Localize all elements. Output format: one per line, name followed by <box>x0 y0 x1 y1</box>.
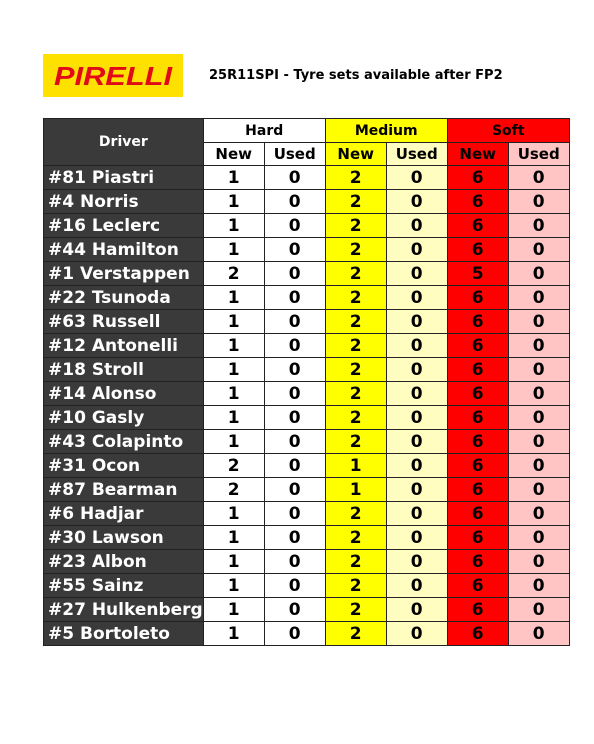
table-row <box>44 574 570 598</box>
driver-name: #27 Hulkenberg <box>44 598 204 622</box>
hard-used-count: 0 <box>264 430 325 454</box>
medium-used-count: 0 <box>386 454 447 478</box>
soft-used-count: 0 <box>508 622 569 646</box>
hard-used-count: 0 <box>264 406 325 430</box>
table-row <box>44 406 570 430</box>
medium-used-count: 0 <box>386 478 447 502</box>
medium-used-count: 0 <box>386 502 447 526</box>
medium-new-count: 2 <box>325 286 386 310</box>
medium-used-count: 0 <box>386 622 447 646</box>
medium-used-count: 0 <box>386 238 447 262</box>
hard-used-count: 0 <box>264 238 325 262</box>
soft-new-count: 6 <box>447 286 508 310</box>
medium-new-count: 2 <box>325 406 386 430</box>
medium-new-count: 2 <box>325 166 386 190</box>
soft-used-count: 0 <box>508 406 569 430</box>
driver-name: #23 Albon <box>44 550 204 574</box>
medium-used-count: 0 <box>386 166 447 190</box>
soft-used-count: 0 <box>508 526 569 550</box>
soft-used-count: 0 <box>508 454 569 478</box>
soft-used-count: 0 <box>508 238 569 262</box>
header-medium-new: New <box>325 143 386 166</box>
hard-new-count: 1 <box>203 550 264 574</box>
table-row <box>44 526 570 550</box>
hard-new-count: 1 <box>203 286 264 310</box>
soft-used-count: 0 <box>508 190 569 214</box>
medium-new-count: 2 <box>325 550 386 574</box>
table-row <box>44 454 570 478</box>
soft-new-count: 6 <box>447 406 508 430</box>
pirelli-logo-mark <box>51 62 175 90</box>
tyre-sets-table <box>43 118 570 646</box>
medium-used-count: 0 <box>386 334 447 358</box>
hard-used-count: 0 <box>264 622 325 646</box>
medium-used-count: 0 <box>386 262 447 286</box>
table-row <box>44 598 570 622</box>
hard-new-count: 1 <box>203 574 264 598</box>
driver-name: #63 Russell <box>44 310 204 334</box>
soft-new-count: 6 <box>447 238 508 262</box>
hard-used-count: 0 <box>264 166 325 190</box>
medium-used-count: 0 <box>386 598 447 622</box>
header-driver: Driver <box>44 119 204 166</box>
soft-used-count: 0 <box>508 262 569 286</box>
medium-new-count: 2 <box>325 430 386 454</box>
table-row <box>44 382 570 406</box>
medium-used-count: 0 <box>386 430 447 454</box>
soft-used-count: 0 <box>508 478 569 502</box>
hard-used-count: 0 <box>264 574 325 598</box>
table-row <box>44 214 570 238</box>
driver-name: #30 Lawson <box>44 526 204 550</box>
soft-new-count: 6 <box>447 622 508 646</box>
medium-used-count: 0 <box>386 406 447 430</box>
medium-new-count: 2 <box>325 334 386 358</box>
medium-new-count: 2 <box>325 238 386 262</box>
medium-used-count: 0 <box>386 310 447 334</box>
hard-used-count: 0 <box>264 598 325 622</box>
table-row <box>44 478 570 502</box>
medium-used-count: 0 <box>386 574 447 598</box>
header-soft: Soft <box>447 119 569 143</box>
hard-used-count: 0 <box>264 502 325 526</box>
hard-new-count: 1 <box>203 430 264 454</box>
soft-used-count: 0 <box>508 430 569 454</box>
soft-new-count: 6 <box>447 574 508 598</box>
medium-used-count: 0 <box>386 190 447 214</box>
hard-new-count: 1 <box>203 358 264 382</box>
soft-used-count: 0 <box>508 574 569 598</box>
hard-new-count: 1 <box>203 334 264 358</box>
hard-used-count: 0 <box>264 550 325 574</box>
driver-name: #18 Stroll <box>44 358 204 382</box>
hard-new-count: 1 <box>203 598 264 622</box>
soft-new-count: 6 <box>447 166 508 190</box>
soft-new-count: 6 <box>447 454 508 478</box>
table-row <box>44 430 570 454</box>
table-row <box>44 166 570 190</box>
driver-name: #44 Hamilton <box>44 238 204 262</box>
medium-used-count: 0 <box>386 526 447 550</box>
hard-new-count: 1 <box>203 526 264 550</box>
driver-name: #14 Alonso <box>44 382 204 406</box>
medium-used-count: 0 <box>386 382 447 406</box>
hard-new-count: 1 <box>203 166 264 190</box>
header-hard-used: Used <box>264 143 325 166</box>
soft-new-count: 6 <box>447 526 508 550</box>
medium-new-count: 2 <box>325 310 386 334</box>
hard-used-count: 0 <box>264 478 325 502</box>
soft-new-count: 5 <box>447 262 508 286</box>
driver-name: #87 Bearman <box>44 478 204 502</box>
hard-used-count: 0 <box>264 286 325 310</box>
soft-used-count: 0 <box>508 214 569 238</box>
soft-new-count: 6 <box>447 550 508 574</box>
table-row <box>44 238 570 262</box>
table-row <box>44 286 570 310</box>
soft-used-count: 0 <box>508 358 569 382</box>
hard-new-count: 1 <box>203 622 264 646</box>
soft-new-count: 6 <box>447 478 508 502</box>
table-body <box>44 166 570 646</box>
hard-used-count: 0 <box>264 190 325 214</box>
medium-new-count: 2 <box>325 214 386 238</box>
driver-name: #55 Sainz <box>44 574 204 598</box>
hard-new-count: 1 <box>203 382 264 406</box>
driver-name: #22 Tsunoda <box>44 286 204 310</box>
header-soft-new: New <box>447 143 508 166</box>
driver-name: #81 Piastri <box>44 166 204 190</box>
soft-new-count: 6 <box>447 214 508 238</box>
svg-text:PIRELLI: PIRELLI <box>54 61 173 90</box>
hard-used-count: 0 <box>264 358 325 382</box>
hard-new-count: 1 <box>203 238 264 262</box>
hard-used-count: 0 <box>264 214 325 238</box>
header-hard-new: New <box>203 143 264 166</box>
soft-used-count: 0 <box>508 334 569 358</box>
driver-name: #1 Verstappen <box>44 262 204 286</box>
medium-new-count: 2 <box>325 526 386 550</box>
driver-name: #16 Leclerc <box>44 214 204 238</box>
table-row <box>44 550 570 574</box>
hard-new-count: 2 <box>203 454 264 478</box>
medium-used-count: 0 <box>386 358 447 382</box>
hard-new-count: 1 <box>203 190 264 214</box>
soft-new-count: 6 <box>447 598 508 622</box>
soft-used-count: 0 <box>508 382 569 406</box>
medium-used-count: 0 <box>386 214 447 238</box>
soft-new-count: 6 <box>447 358 508 382</box>
hard-used-count: 0 <box>264 382 325 406</box>
medium-new-count: 2 <box>325 502 386 526</box>
header-hard: Hard <box>203 119 325 143</box>
driver-name: #4 Norris <box>44 190 204 214</box>
soft-new-count: 6 <box>447 382 508 406</box>
medium-used-count: 0 <box>386 550 447 574</box>
hard-new-count: 1 <box>203 406 264 430</box>
medium-used-count: 0 <box>386 286 447 310</box>
hard-used-count: 0 <box>264 526 325 550</box>
soft-new-count: 6 <box>447 310 508 334</box>
medium-new-count: 2 <box>325 262 386 286</box>
table-row <box>44 262 570 286</box>
driver-name: #12 Antonelli <box>44 334 204 358</box>
hard-new-count: 1 <box>203 214 264 238</box>
medium-new-count: 1 <box>325 478 386 502</box>
soft-new-count: 6 <box>447 190 508 214</box>
pirelli-logo <box>43 54 183 97</box>
table-row <box>44 358 570 382</box>
page-title: 25R11SPI - Tyre sets available after FP2 <box>209 68 503 83</box>
medium-new-count: 2 <box>325 382 386 406</box>
soft-new-count: 6 <box>447 502 508 526</box>
medium-new-count: 2 <box>325 598 386 622</box>
header-medium: Medium <box>325 119 447 143</box>
hard-used-count: 0 <box>264 334 325 358</box>
soft-used-count: 0 <box>508 166 569 190</box>
medium-new-count: 2 <box>325 190 386 214</box>
hard-used-count: 0 <box>264 262 325 286</box>
table-row <box>44 190 570 214</box>
soft-new-count: 6 <box>447 334 508 358</box>
soft-used-count: 0 <box>508 550 569 574</box>
medium-new-count: 2 <box>325 622 386 646</box>
medium-new-count: 2 <box>325 358 386 382</box>
table-row <box>44 310 570 334</box>
medium-new-count: 2 <box>325 574 386 598</box>
hard-new-count: 2 <box>203 478 264 502</box>
hard-new-count: 2 <box>203 262 264 286</box>
header-soft-used: Used <box>508 143 569 166</box>
soft-used-count: 0 <box>508 598 569 622</box>
driver-name: #43 Colapinto <box>44 430 204 454</box>
driver-name: #10 Gasly <box>44 406 204 430</box>
medium-new-count: 1 <box>325 454 386 478</box>
table-row <box>44 334 570 358</box>
driver-name: #6 Hadjar <box>44 502 204 526</box>
soft-used-count: 0 <box>508 286 569 310</box>
driver-name: #31 Ocon <box>44 454 204 478</box>
table-row <box>44 502 570 526</box>
hard-new-count: 1 <box>203 310 264 334</box>
soft-used-count: 0 <box>508 310 569 334</box>
hard-new-count: 1 <box>203 502 264 526</box>
hard-used-count: 0 <box>264 310 325 334</box>
driver-name: #5 Bortoleto <box>44 622 204 646</box>
table-row <box>44 622 570 646</box>
hard-used-count: 0 <box>264 454 325 478</box>
soft-new-count: 6 <box>447 430 508 454</box>
header-medium-used: Used <box>386 143 447 166</box>
soft-used-count: 0 <box>508 502 569 526</box>
